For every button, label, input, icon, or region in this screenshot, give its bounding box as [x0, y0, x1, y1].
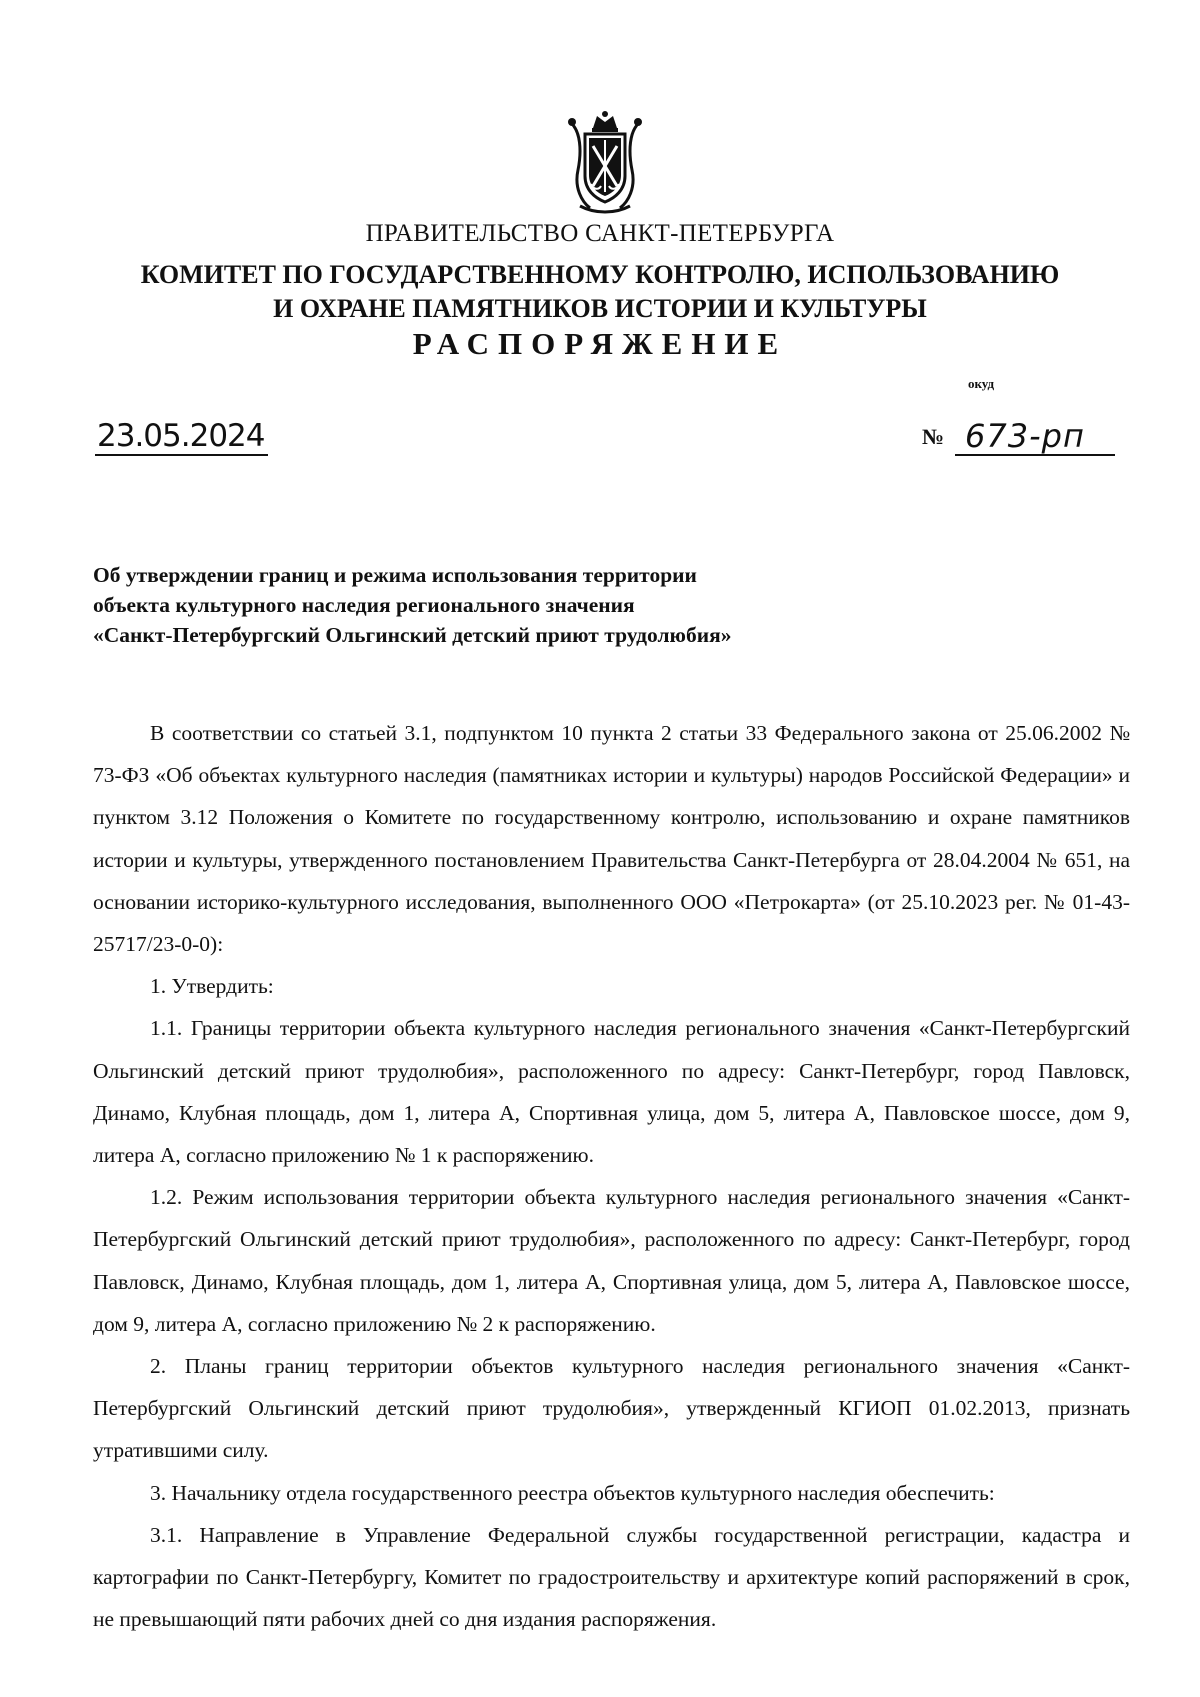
- document-date: 23.05.2024: [95, 418, 268, 456]
- paragraph-item-1-1: 1.1. Границы территории объекта культурного наследия регионального значения «Санкт-Петербургский Ольгинский детский приют трудолюбия», расположенного по адресу: Санкт-Петербург, город Павловск, Динамо, Клубная площадь, дом 1, литера А, Спортивная улица, дом 5, литера А, Павловское шоссе, дом 9, литера А, согласно приложению № 1 к распоряжению.: [93, 1016, 1130, 1168]
- number-sign: №: [922, 424, 945, 449]
- paragraph-item-2: 2. Планы границ территории объектов культурного наследия регионального значения «Санкт-Петербургский Ольгинский детский приют трудолюбия», утвержденный КГИОП 01.02.2013, признать утратившими силу.: [93, 1354, 1130, 1463]
- okud-label: окуд: [968, 376, 995, 391]
- document-subject: [93, 560, 732, 650]
- paragraph-item-3-1: 3.1. Направление в Управление Федеральной службы государственной регистрации, кадастра и картографии по Санкт-Петербургу, Комитет по градостроительству и архитектуре копий распоряжений в срок, не превышающий пяти рабочих дней со дня издания распоряжения.: [93, 1522, 1130, 1632]
- subject-line-2: объекта культурного наследия регионального значения: [93, 593, 635, 617]
- committee-title-line-1: КОМИТЕТ ПО ГОСУДАРСТВЕННОМУ КОНТРОЛЮ, ИСПОЛЬЗОВАНИЮ: [140, 260, 1060, 289]
- committee-title: [0, 258, 1200, 326]
- subject-line-3: «Санкт-Петербургский Ольгинский детский приют трудолюбия»: [93, 623, 732, 647]
- paragraph-item-3: 3. Начальнику отдела государственного реестра объектов культурного наследия обеспечить:: [150, 1480, 995, 1505]
- subject-line-1: Об утверждении границ и режима использования территории: [93, 563, 697, 587]
- document-number: 673-рп: [955, 418, 1115, 456]
- document-body: [93, 712, 1130, 1640]
- committee-title-line-2: И ОХРАНЕ ПАМЯТНИКОВ ИСТОРИИ И КУЛЬТУРЫ: [273, 294, 927, 323]
- preamble-paragraph: В соответствии со статьей 3.1, подпунктом 10 пункта 2 статьи 33 Федерального закона от 25.06.2002 № 73-ФЗ «Об объектах культурного наследия (памятниках истории и культуры) народов Российской Федерации» и пунктом 3.12 Положения о Комитете по государственному контролю, использованию и охране памятников истории и культуры, утвержденного постановлением Правительства Санкт-Петербурга от 28.04.2004 № 651, на основании историко-культурного исследования, выполненного ООО «Петрокарта» (от 25.10.2023 рег. № 01-43-25717/23-0-0):: [93, 721, 1130, 957]
- paragraph-item-1: 1. Утвердить:: [150, 974, 274, 999]
- st-petersburg-coat-of-arms-icon: [560, 110, 650, 215]
- document-type-heading: РАСПОРЯЖЕНИЕ: [412, 326, 788, 361]
- paragraph-item-1-2: 1.2. Режим использования территории объекта культурного наследия регионального значения «Санкт-Петербургский Ольгинский детский приют трудолюбия», расположенного по адресу: Санкт-Петербург, город Павловск, Динамо, Клубная площадь, дом 1, литера А, Спортивная улица, дом 5, литера А, Павловское шоссе, дом 9, литера А, согласно приложению № 2 к распоряжению.: [93, 1185, 1130, 1336]
- government-title: ПРАВИТЕЛЬСТВО САНКТ-ПЕТЕРБУРГА: [365, 220, 835, 247]
